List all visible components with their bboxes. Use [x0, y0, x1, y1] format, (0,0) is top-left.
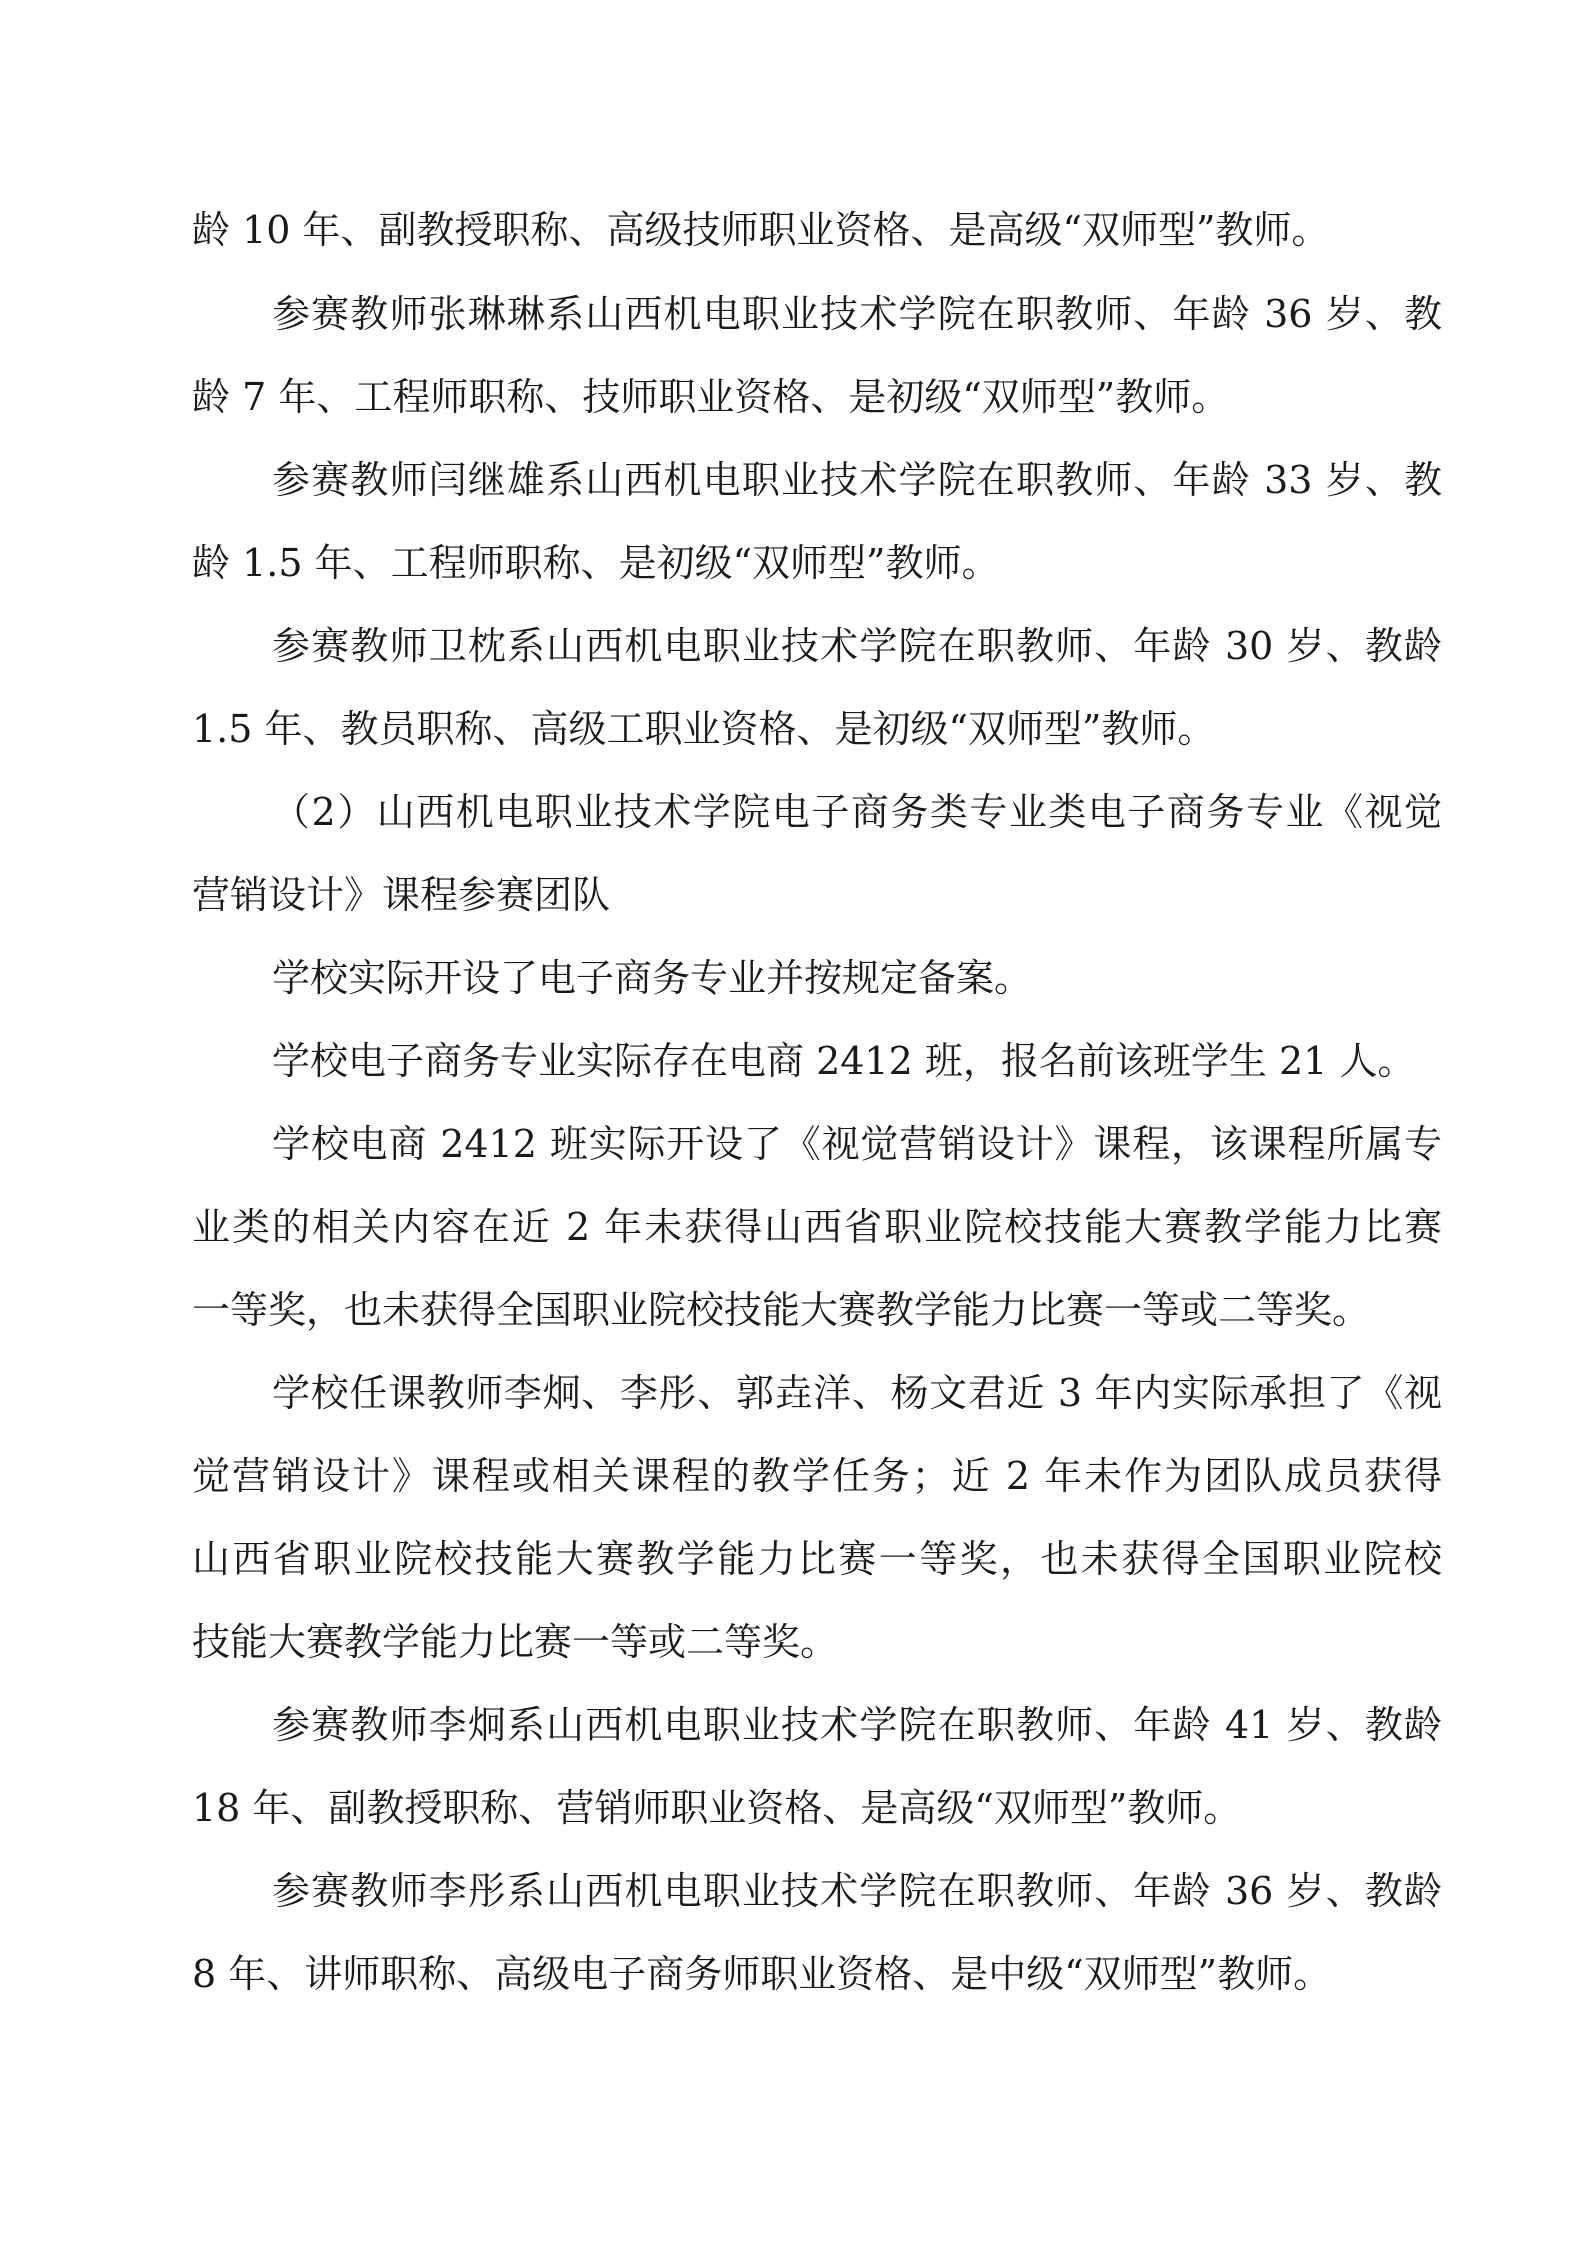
text-line: 业类的相关内容在近 2 年未获得山西省职业院校技能大赛教学能力比赛: [192, 1205, 1442, 1249]
paragraph-first-line: 参赛教师李彤系山西机电职业技术学院在职教师、年龄 36 岁、教龄: [272, 1869, 1442, 1913]
text-line: 龄 10 年、副教授职称、高级技师职业资格、是高级“双师型”教师。: [192, 208, 1330, 252]
paragraph-first-line: 学校电商 2412 班实际开设了《视觉营销设计》课程，该课程所属专: [272, 1122, 1442, 1166]
paragraph-first-line: 学校任课教师李炯、李彤、郭垚洋、杨文君近 3 年内实际承担了《视: [272, 1371, 1442, 1415]
paragraph-first-line: 参赛教师卫枕系山西机电职业技术学院在职教师、年龄 30 岁、教龄: [272, 624, 1442, 668]
paragraph-first-line: 参赛教师张琳琳系山西机电职业技术学院在职教师、年龄 36 岁、教: [272, 292, 1442, 336]
section-heading-line: （2）山西机电职业技术学院电子商务类专业类电子商务专业《视觉: [272, 790, 1442, 834]
text-line: 山西省职业院校技能大赛教学能力比赛一等奖，也未获得全国职业院校: [192, 1537, 1442, 1581]
paragraph-first-line: 学校电子商务专业实际存在电商 2412 班，报名前该班学生 21 人。: [272, 1039, 1416, 1083]
paragraph-first-line: 参赛教师李炯系山西机电职业技术学院在职教师、年龄 41 岁、教龄: [272, 1703, 1442, 1747]
text-line: 技能大赛教学能力比赛一等或二等奖。: [192, 1620, 839, 1664]
text-line: 8 年、讲师职称、高级电子商务师职业资格、是中级“双师型”教师。: [192, 1952, 1332, 1996]
text-line: 龄 7 年、工程师职称、技师职业资格、是初级“双师型”教师。: [192, 375, 1230, 419]
paragraph-first-line: 参赛教师闫继雄系山西机电职业技术学院在职教师、年龄 33 岁、教: [272, 458, 1442, 502]
text-line: 1.5 年、教员职称、高级工职业资格、是初级“双师型”教师。: [192, 707, 1216, 751]
paragraph-first-line: 学校实际开设了电子商务专业并按规定备案。: [272, 956, 1033, 1000]
text-line: 一等奖，也未获得全国职业院校技能大赛教学能力比赛一等或二等奖。: [192, 1288, 1371, 1332]
section-heading-line: 营销设计》课程参赛团队: [192, 873, 611, 917]
text-line: 18 年、副教授职称、营销师职业资格、是高级“双师型”教师。: [192, 1786, 1242, 1830]
text-line: 觉营销设计》课程或相关课程的教学任务；近 2 年未作为团队成员获得: [192, 1454, 1442, 1498]
text-line: 龄 1.5 年、工程师职称、是初级“双师型”教师。: [192, 541, 1000, 585]
